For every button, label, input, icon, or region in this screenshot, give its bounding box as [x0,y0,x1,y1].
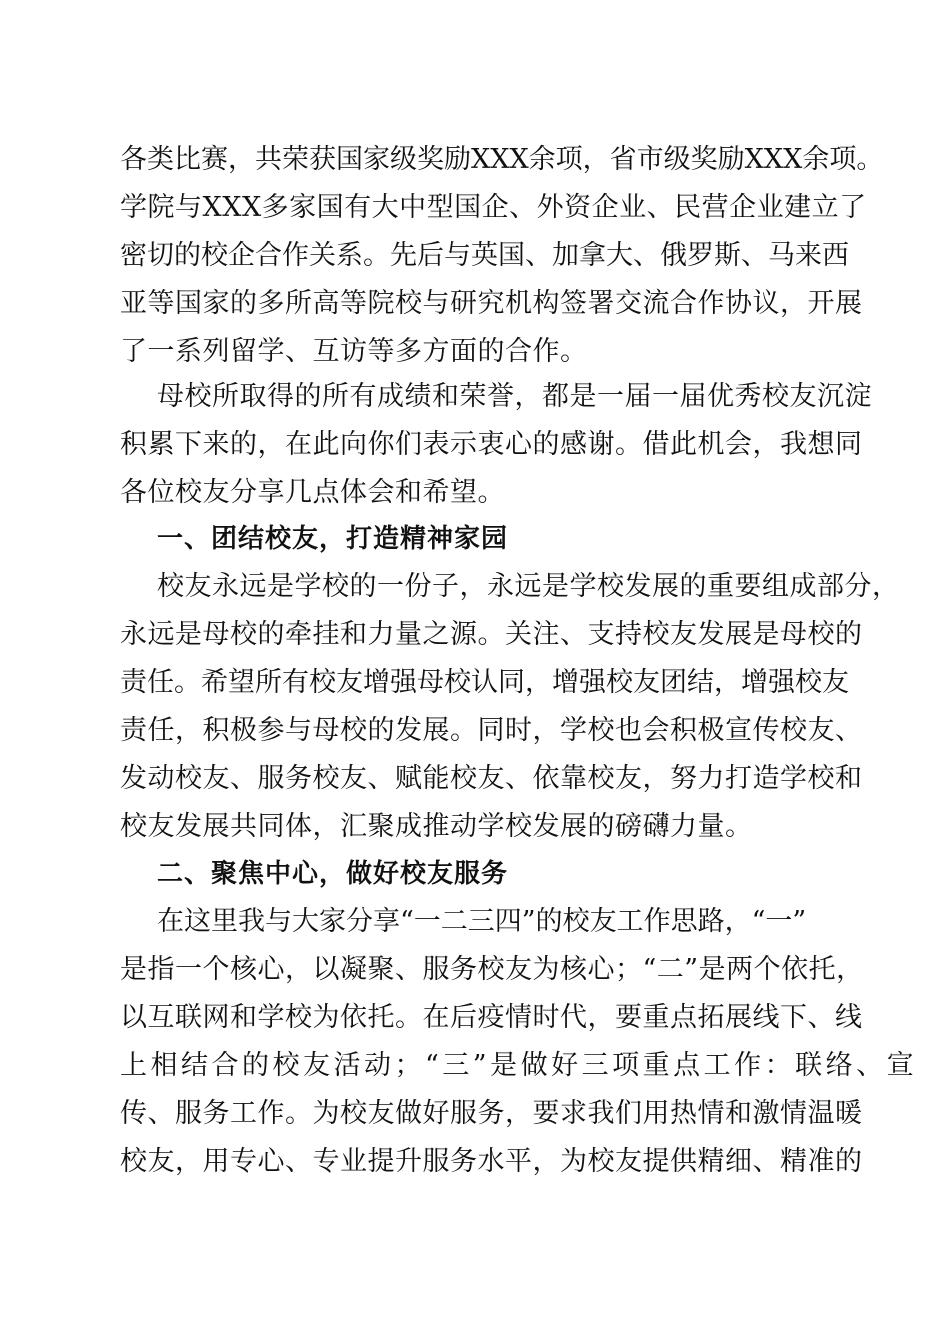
body-line: 密切的校企合作关系。先后与英国、加拿大、俄罗斯、马来西 [120,240,849,271]
body-line: 是指一个核心，以凝聚、服务校友为核心；“二”是两个依托， [120,954,864,985]
section-heading-1: 一、团结校友，打造精神家园 [157,524,509,554]
body-line: 校友发展共同体，汇聚成推动学校发展的磅礴力量。 [120,811,753,842]
section-heading-2: 二、聚焦中心，做好校友服务 [157,859,509,889]
body-line: 以互联网和学校为依托。在后疫情时代，要重点拓展线下、线 [120,1002,863,1033]
body-line: 各类比赛，共荣获国家级奖励XXX余项，省市级奖励XXX余项。 [120,144,884,175]
body-line: 学院与XXX多家国有大中型国企、外资企业、民营企业建立了 [120,192,867,223]
paragraph-start-line: 母校所取得的所有成绩和荣誉，都是一届一届优秀校友沉淀 [157,381,872,412]
body-line: 积累下来的，在此向你们表示衷心的感谢。借此机会，我想同 [120,429,863,460]
body-line: 责任。希望所有校友增强母校认同，增强校友团结，增强校友 [120,667,849,698]
body-line: 上相结合的校友活动；“三”是做好三项重点工作：联络、宣 [120,1050,918,1081]
paragraph-start-line: 校友永远是学校的一份子，永远是学校发展的重要组成部分， [157,571,900,602]
body-line: 传、服务工作。为校友做好服务，要求我们用热情和激情温暖 [120,1098,863,1129]
body-line: 责任，积极参与母校的发展。同时，学校也会积极宣传校友、 [120,715,863,746]
paragraph-start-line: 在这里我与大家分享“一二三四”的校友工作思路，“一” [157,906,807,937]
body-line: 各位校友分享几点体会和希望。 [120,477,505,508]
body-line: 永远是母校的牵挂和力量之源。关注、支持校友发展是母校的 [120,619,863,650]
body-line: 发动校友、服务校友、赋能校友、依靠校友，努力打造学校和 [120,763,863,794]
body-line: 了一系列留学、互访等多方面的合作。 [120,336,588,367]
body-line: 校友，用专心、专业提升服务水平，为校友提供精细、精准的 [120,1146,863,1177]
body-line: 亚等国家的多所高等院校与研究机构签署交流合作协议，开展 [120,288,863,319]
